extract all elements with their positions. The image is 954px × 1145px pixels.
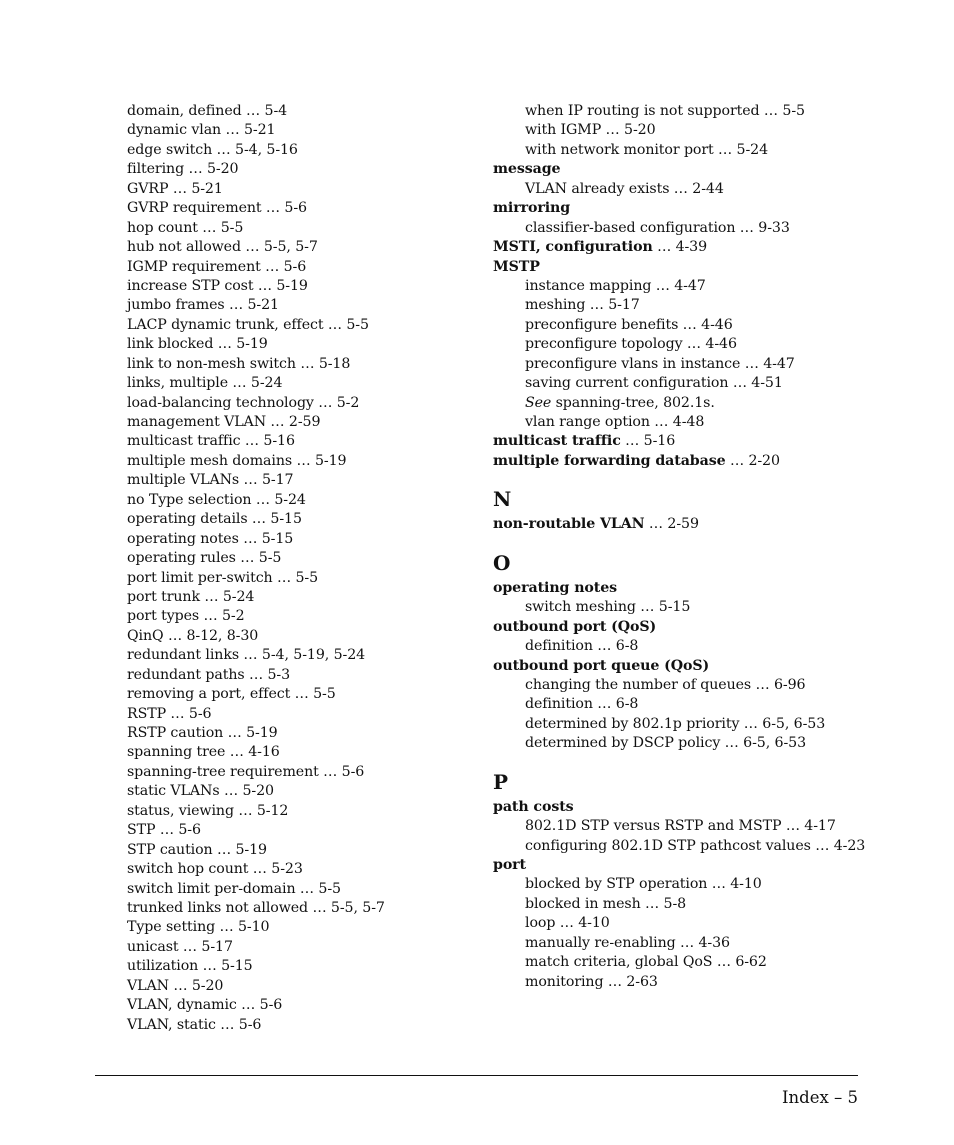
index-subentry: 802.1D STP versus RSTP and MSTP … 4-17 — [525, 818, 836, 835]
index-subentry: manually re-enabling … 4-36 — [525, 934, 730, 951]
index-entry: load-balancing technology … 5-2 — [127, 394, 360, 411]
index-entry: multiple mesh domains … 5-19 — [127, 452, 347, 469]
index-entry: STP caution … 5-19 — [127, 841, 267, 858]
index-subentry: with IGMP … 5-20 — [525, 122, 656, 139]
index-entry: redundant paths … 5-3 — [127, 666, 291, 683]
index-subentry: loop … 4-10 — [525, 915, 610, 932]
index-heading: MSTI, configuration … 4-39 — [493, 239, 708, 256]
index-entry: RSTP … 5-6 — [127, 705, 212, 722]
section-letter-o: O — [493, 550, 511, 575]
index-entry: static VLANs … 5-20 — [127, 783, 274, 800]
index-entry: link blocked … 5-19 — [127, 336, 268, 353]
index-subentry: definition … 6-8 — [525, 696, 639, 713]
index-entry: operating notes … 5-15 — [127, 530, 294, 547]
index-entry: management VLAN … 2-59 — [127, 414, 321, 430]
index-entry: hub not allowed … 5-5, 5-7 — [127, 239, 318, 256]
index-entry: multicast traffic … 5-16 — [127, 433, 295, 450]
index-heading: outbound port queue (QoS) — [493, 657, 710, 674]
index-heading: multiple forwarding database … 2-20 — [493, 452, 780, 469]
index-entry: GVRP requirement … 5-6 — [127, 200, 307, 217]
index-entry: domain, defined … 5-4 — [127, 103, 288, 119]
index-heading: operating notes — [493, 579, 618, 596]
index-entry: utilization … 5-15 — [127, 958, 253, 975]
index-entry: switch hop count … 5-23 — [127, 861, 303, 878]
index-entry: trunked links not allowed … 5-5, 5-7 — [127, 899, 385, 916]
index-subentry: instance mapping … 4-47 — [525, 277, 706, 294]
index-entry: STP … 5-6 — [127, 822, 201, 839]
index-subentry: preconfigure vlans in instance … 4-47 — [525, 355, 795, 372]
index-entry: RSTP caution … 5-19 — [127, 725, 278, 741]
index-entry: VLAN, static … 5-6 — [127, 1016, 262, 1033]
index-entry: increase STP cost … 5-19 — [127, 277, 308, 294]
index-subentry: blocked in mesh … 5-8 — [525, 895, 687, 912]
index-subentry: classifier-based configuration … 9-33 — [525, 219, 790, 236]
index-heading: message — [493, 161, 561, 178]
footer-rule — [95, 1075, 858, 1076]
index-column-left — [127, 102, 477, 1035]
index-entry: link to non-mesh switch … 5-18 — [127, 355, 351, 372]
index-subentry: switch meshing … 5-15 — [525, 599, 691, 616]
index-entry: multiple VLANs … 5-17 — [127, 472, 294, 489]
index-entry: operating details … 5-15 — [127, 511, 302, 528]
index-entry: LACP dynamic trunk, effect … 5-5 — [127, 316, 369, 333]
index-entry: jumbo frames … 5-21 — [127, 297, 279, 314]
index-subentry: changing the number of queues … 6-96 — [525, 676, 806, 693]
index-subentry: determined by DSCP policy … 6-5, 6-53 — [525, 735, 806, 752]
index-subentry: definition … 6-8 — [525, 638, 639, 655]
index-entry: VLAN … 5-20 — [127, 977, 224, 994]
index-subentry: blocked by STP operation … 4-10 — [525, 876, 762, 893]
index-entry: VLAN, dynamic … 5-6 — [127, 997, 283, 1014]
index-entry: port limit per-switch … 5-5 — [127, 569, 319, 586]
index-heading: port — [493, 857, 527, 873]
section-letter-p: P — [493, 769, 509, 794]
index-entry: spanning tree … 4-16 — [127, 744, 280, 761]
index-subentry: with network monitor port … 5-24 — [525, 141, 769, 158]
index-entry: filtering … 5-20 — [127, 161, 239, 178]
index-entry: IGMP requirement … 5-6 — [127, 258, 307, 275]
index-entry: GVRP … 5-21 — [127, 180, 223, 197]
index-heading: mirroring — [493, 200, 571, 217]
index-entry: removing a port, effect … 5-5 — [127, 686, 336, 703]
index-subentry: meshing … 5-17 — [525, 297, 640, 314]
index-subentry: match criteria, global QoS … 6-62 — [525, 954, 767, 971]
index-subentry: determined by 802.1p priority … 6-5, 6-53 — [525, 715, 826, 732]
index-entry: no Type selection … 5-24 — [127, 491, 306, 508]
index-entry: edge switch … 5-4, 5-16 — [127, 141, 298, 158]
page-number: Index – 5 — [781, 1088, 858, 1107]
index-heading: non-routable VLAN … 2-59 — [493, 516, 699, 533]
index-entry: dynamic vlan … 5-21 — [127, 122, 276, 139]
index-heading: MSTP — [493, 258, 540, 275]
index-column-right — [493, 102, 893, 992]
index-entry: spanning-tree requirement … 5-6 — [127, 763, 365, 780]
index-entry: links, multiple … 5-24 — [127, 375, 283, 392]
index-heading: path costs — [493, 798, 574, 815]
index-entry: hop count … 5-5 — [127, 219, 244, 236]
index-heading: outbound port (QoS) — [493, 618, 657, 635]
index-entry: QinQ … 8-12, 8-30 — [127, 627, 259, 644]
index-subentry: VLAN already exists … 2-44 — [525, 180, 724, 197]
index-entry: operating rules … 5-5 — [127, 550, 282, 567]
index-entry: unicast … 5-17 — [127, 938, 233, 955]
index-entry: port trunk … 5-24 — [127, 588, 255, 605]
index-subentry: monitoring … 2-63 — [525, 973, 658, 990]
index-subentry: preconfigure topology … 4-46 — [525, 336, 737, 353]
index-heading: multicast traffic … 5-16 — [493, 433, 676, 450]
index-entry: redundant links … 5-4, 5-19, 5-24 — [127, 647, 366, 664]
section-letter-n: N — [493, 487, 512, 512]
see-also-entry: See spanning-tree, 802.1s. — [525, 394, 715, 411]
index-entry: Type setting … 5-10 — [127, 919, 270, 936]
index-entry: status, viewing … 5-12 — [127, 802, 289, 819]
index-subentry: vlan range option … 4-48 — [525, 414, 705, 430]
index-subentry: configuring 802.1D STP pathcost values … 4-23 — [525, 837, 866, 854]
index-subentry: saving current configuration … 4-51 — [525, 375, 783, 392]
index-subentry: when IP routing is not supported … 5-5 — [525, 103, 805, 119]
index-subentry: preconfigure benefits … 4-46 — [525, 316, 733, 333]
index-entry: port types … 5-2 — [127, 608, 245, 625]
index-entry: switch limit per-domain … 5-5 — [127, 880, 341, 897]
